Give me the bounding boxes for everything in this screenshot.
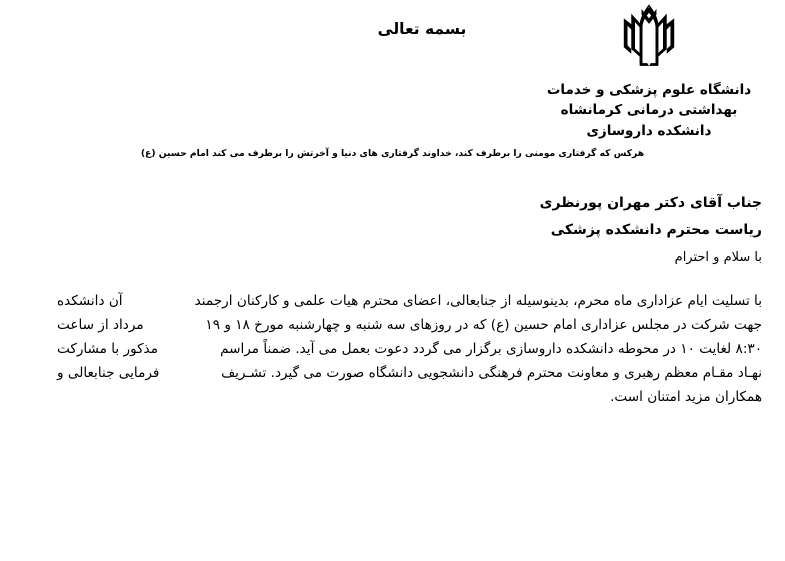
body-line-5: همکاران مزید امتنان است. (610, 389, 762, 405)
addressee-name: جناب آقای دکتر مهران پورنظری (539, 195, 762, 211)
body-line-2-start: جهت شرکت در مجلس عزاداری امام حسین (ع) که در روزهای سه شنبه و چهارشنبه مورخ ۱۸ و ۱۹ (205, 317, 762, 333)
organization-line-3: دانشکده داروسازی (586, 122, 712, 139)
body-line-3 (57, 337, 762, 361)
iran-emblem-logo (529, 4, 769, 74)
body-line-2 (57, 313, 762, 337)
greeting-line: با سلام و احترام (674, 250, 762, 265)
addressee-block (242, 190, 762, 245)
body-line-3-start: ۸:۳۰ لغایت ۱۰ در محوطه دانشکده داروسازی برگزار می گردد دعوت بعمل می آید. ضمناً مراسم (220, 341, 762, 357)
body-line-4-end: فرمایی جنابعالی و (57, 365, 160, 381)
body-line-3-end: مذکور با مشارکت (57, 341, 158, 357)
organization-line-1: دانشگاه علوم پزشکی و خدمات (546, 82, 752, 98)
body-line-4 (57, 361, 762, 385)
organization-name (529, 80, 769, 141)
organization-line-2: بهداشتی درمانی کرمانشاه (560, 102, 738, 119)
body-line-1-start: با تسلیت ایام عزاداری ماه محرم، بدینوسیله از جنابعالی، اعضای محترم هیات علمی و کارکنان ارجمند (194, 293, 762, 309)
body-line-4-start: نهـاد مقـام معظم رهبری و معاونت محترم فرهنگی دانشجویی دانشگاه صورت می گیرد. تشـریف (221, 365, 762, 381)
hadith-quote: هرکس که گرفتاری مومنی را برطرف کند، خداوند گرفتاری های دنیا و آخرتش را برطرف می کند امام حسین (ع) (140, 148, 645, 159)
body-line-1-end: آن دانشکده (57, 293, 123, 309)
body-line-1 (57, 289, 762, 313)
body-line-2-end: مرداد از ساعت (57, 317, 144, 333)
basmala-heading: بسمه تعالی (377, 20, 467, 38)
addressee-title: ریاست محترم دانشکده پزشکی (550, 222, 762, 239)
letter-body (57, 289, 762, 409)
letterhead (529, 4, 769, 141)
